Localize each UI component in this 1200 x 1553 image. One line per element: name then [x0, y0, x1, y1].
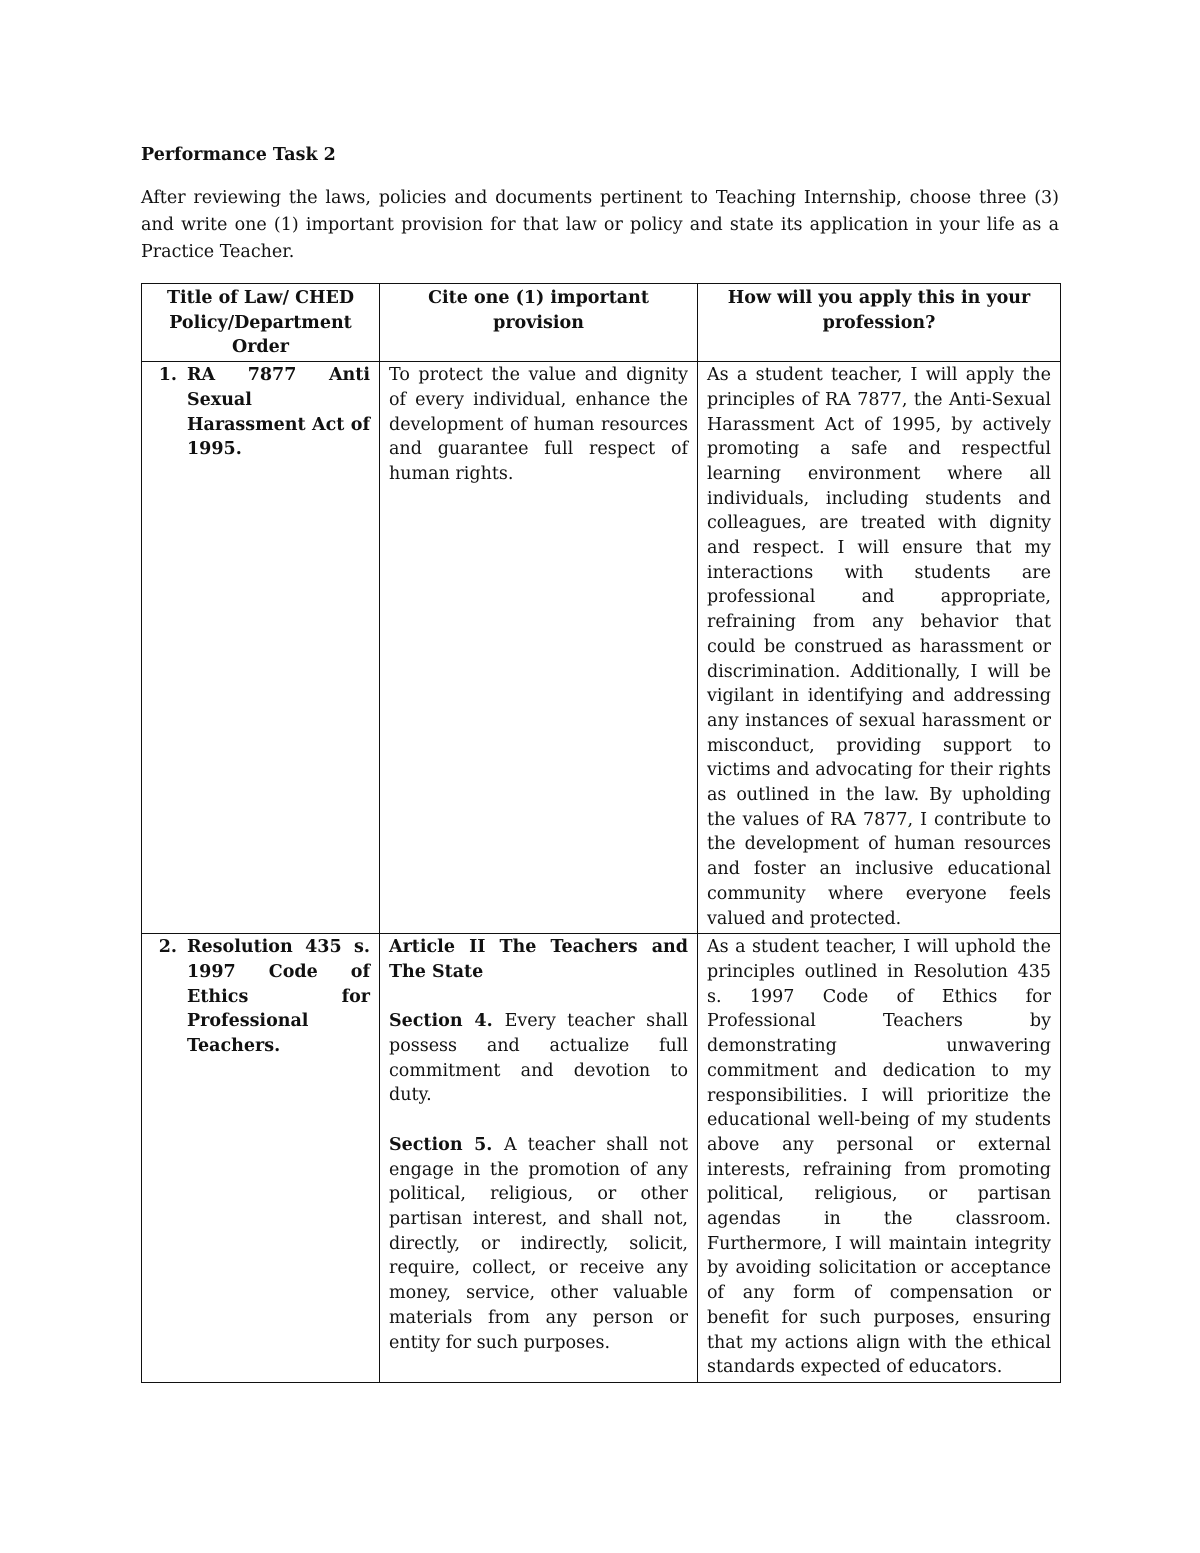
task-instructions: After reviewing the laws, policies and documents pertinent to Teaching Internship, choose three (3) and write one (1) important provision for that law or policy and state its application in your life as a Practice Teacher. — [141, 188, 1059, 262]
article-title: Article II The Teachers and The State — [389, 937, 688, 982]
section-5-text: A teacher shall not engage in the promotion of any political, religious, or other partisan interest, and shall not, directly, or indirectly, solicit, require, collect, or receive any money, service, other valuable materials from any person or entity for such purposes. — [389, 1134, 688, 1353]
section-4-label: Section 4. — [389, 1011, 505, 1032]
spacer — [389, 985, 688, 1010]
provision-text: To protect the value and dignity of every individual, enhance the development of human resources and guarantee full respect of human rights. — [389, 365, 688, 484]
document-page — [141, 143, 1059, 1383]
table-header-row — [142, 284, 1061, 362]
section-5-provision — [389, 1133, 688, 1355]
law-title-cell — [142, 362, 380, 934]
application-cell — [698, 934, 1061, 1383]
spacer — [389, 1108, 688, 1133]
section-4-provision — [389, 1009, 688, 1108]
header-law-title: Title of Law/ CHED Policy/Department Order — [142, 284, 380, 362]
provision-cell — [380, 362, 698, 934]
section-4-text: Every teacher shall possess and actualize full commitment and devotion to duty. — [389, 1011, 688, 1106]
row-number: 2. — [158, 937, 177, 958]
law-provisions-table — [141, 283, 1061, 1383]
application-cell — [698, 362, 1061, 934]
task-title: Performance Task 2 — [141, 145, 336, 165]
row-number: 1. — [158, 365, 177, 386]
header-provision: Cite one (1) important provision — [380, 284, 698, 362]
application-text: As a student teacher, I will uphold the principles outlined in Resolution 435 s. 1997 Code of Ethics for Professional Teachers by demonstrating unwavering commitment and dedication to my responsibilities. I will prioritize the educational well-being of my students above any personal or external interests, refraining from promoting political, religious, or partisan agendas in the classroom. Furthermore, I will maintain integrity by avoiding solicitation or acceptance of any form of compensation or benefit for such purposes, ensuring that my actions align with the ethical standards expected of educators. — [707, 937, 1051, 1378]
table-row — [142, 934, 1061, 1383]
provision-cell — [380, 934, 698, 1383]
law-title-cell — [142, 934, 380, 1383]
table-row — [142, 362, 1061, 934]
section-5-label: Section 5. — [389, 1134, 504, 1155]
law-title: RA 7877 Anti Sexual Harassment Act of 1995. — [187, 365, 370, 460]
header-application: How will you apply this in your profession? — [698, 284, 1061, 362]
application-text: As a student teacher, I will apply the principles of RA 7877, the Anti-Sexual Harassment Act of 1995, by actively promoting a safe and respectful learning environment where all individuals, including students and colleagues, are treated with dignity and respect. I will ensure that my interactions with students are professional and appropriate, refraining from any behavior that could be construed as harassment or discrimination. Additionally, I will be vigilant in identifying and addressing any instances of sexual harassment or misconduct, providing support to victims and advocating for their rights as outlined in the law. By upholding the values of RA 7877, I contribute to the development of human resources and foster an inclusive educational community where everyone feels valued and protected. — [707, 365, 1051, 929]
law-title: Resolution 435 s. 1997 Code of Ethics for Professional Teachers. — [187, 937, 370, 1057]
